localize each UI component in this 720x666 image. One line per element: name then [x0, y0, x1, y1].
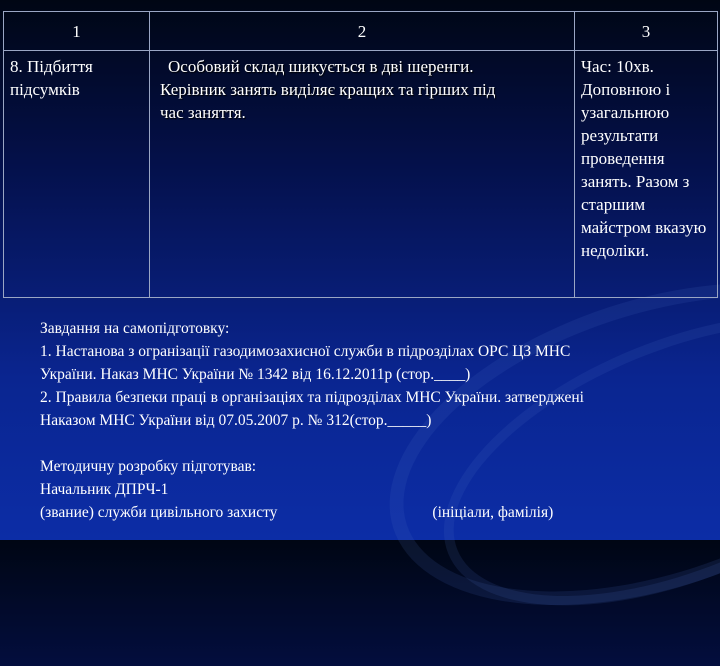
content-cell [150, 51, 575, 298]
header-cell-2: 2 [150, 12, 575, 51]
blank-line [40, 432, 700, 455]
self-study-notes [40, 317, 700, 524]
content-line: час заняття. [160, 103, 246, 122]
content-line: Керівник занять виділяє кращих та гірших під [160, 80, 496, 99]
notes-item-1-line-2: України. Наказ МНС України № 1342 від 16.12.2011р (стор.____) [40, 366, 471, 383]
time-notes-cell: Час: 10хв. Доповнюю і узагальнюю результати проведення занять. Разом з старшим майстром вказую недоліки. [575, 51, 718, 298]
notes-item-1-line-1: 1. Настанова з огранізації газодимозахисної служби в підрозділах ОРС ЦЗ МНС [40, 343, 571, 360]
author-position: Начальник ДПРЧ-1 [40, 481, 169, 498]
initials-surname-label: (ініціали, фамілія) [432, 504, 554, 521]
prepared-by-label: Методичну розробку підготував: [40, 458, 257, 475]
table-header-row [4, 12, 718, 51]
stage-cell: 8. Підбиття підсумків [4, 51, 150, 298]
header-cell-3: 3 [575, 12, 718, 51]
rank-service-label: (звание) служби цивільного захисту [40, 504, 278, 521]
table-row [4, 51, 718, 298]
header-cell-1: 1 [4, 12, 150, 51]
notes-item-2-line-2: Наказом МНС України від 07.05.2007 р. № 312(стор._____) [40, 412, 432, 429]
lesson-plan-table [3, 11, 718, 298]
notes-item-2-line-1: 2. Правила безпеки праці в організаціях та підрозділах МНС України. затверджені [40, 389, 584, 406]
notes-title: Завдання на самопідготовку: [40, 320, 230, 337]
signature-line [40, 501, 700, 524]
content-line: Особовий склад шикується в дві шеренги. [168, 57, 474, 76]
